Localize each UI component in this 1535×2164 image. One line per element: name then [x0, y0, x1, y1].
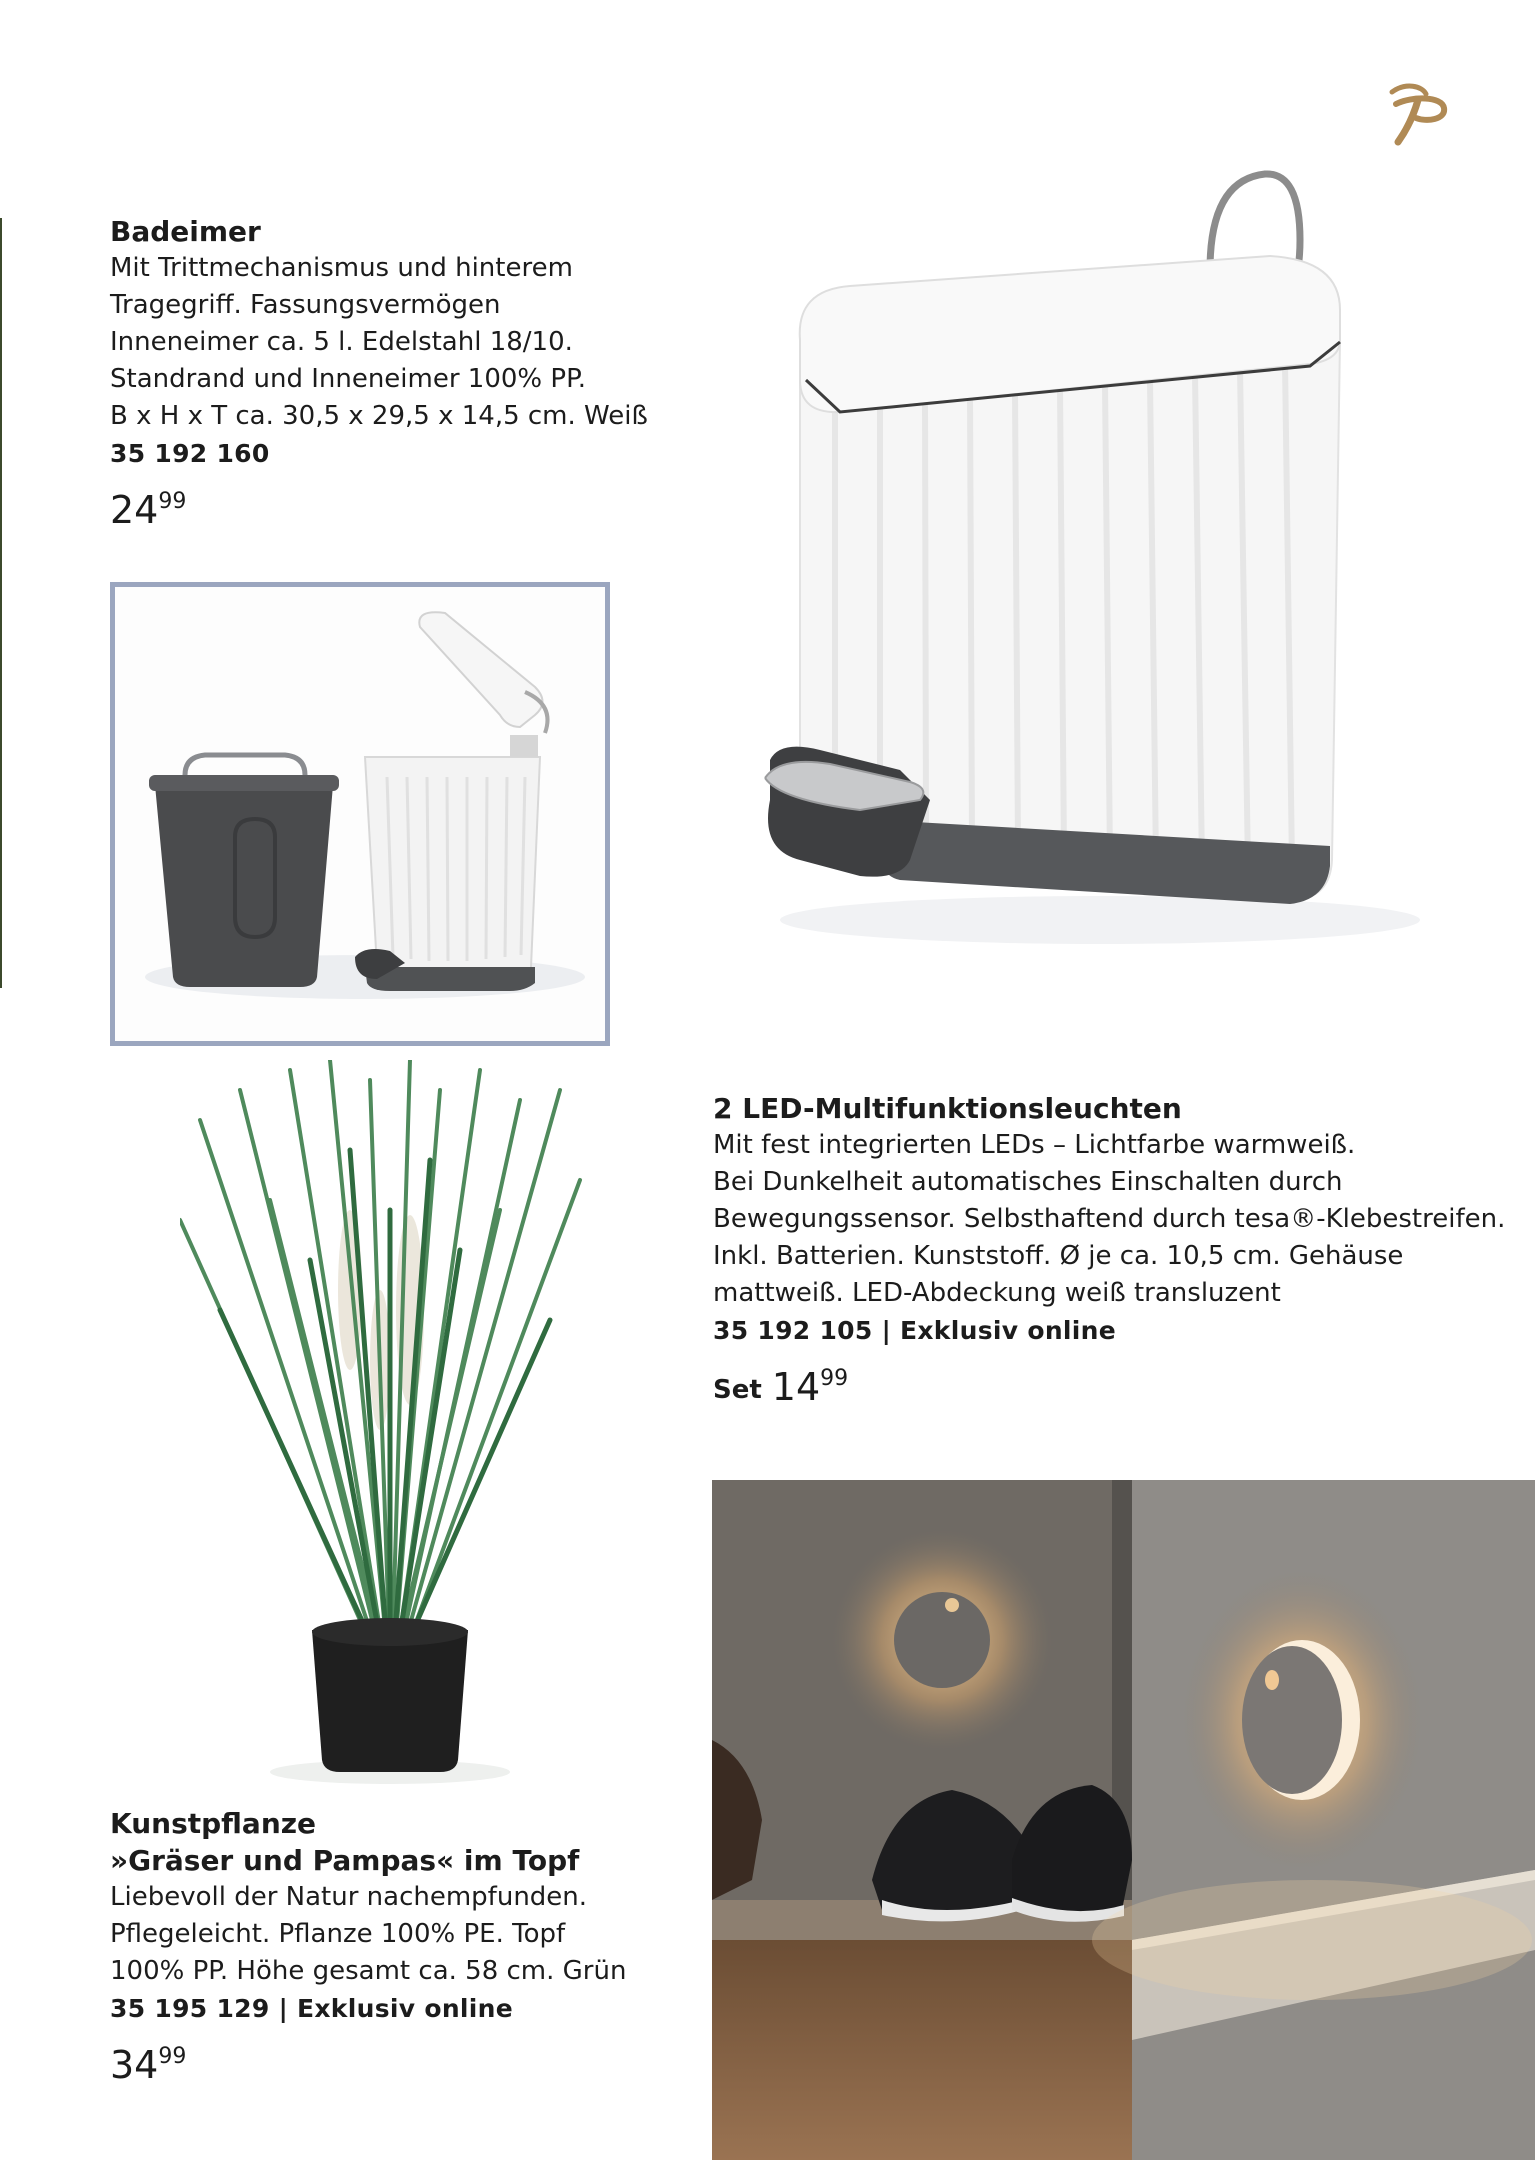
- led-lights-photo: [712, 1480, 1535, 2160]
- product-description: Liebevoll der Natur nachempfunden. Pflegeleicht. Pflanze 100% PE. Topf 100% PP. Höhe gesamt ca. 58 cm. Grün: [110, 1882, 627, 1986]
- product-description: Mit fest integrierten LEDs – Lichtfarbe warmweiß. Bei Dunkelheit automatisches Einschalten durch Bewegungssensor. Selbsthaftend durch tesa®-Klebestreifen. Inkl. Batterien. Kunststoff. Ø je ca. 10,5 cm. Gehäuse mattweiß. LED-Abdeckung weiß transluzent: [713, 1130, 1506, 1308]
- product-badeimer: [110, 213, 648, 532]
- brand-logo-icon: [1382, 78, 1454, 150]
- plant-image: [180, 1060, 600, 1790]
- product-sku: 35 192 105 | Exklusiv online: [713, 1316, 1117, 1345]
- product-price: Set $14^{99}$: [713, 1365, 849, 1409]
- product-title: 2 LED-Multifunktionsleuchten: [713, 1092, 1182, 1125]
- product-price: $24^{99}$: [110, 488, 187, 532]
- product-sku: 35 192 160: [110, 439, 270, 468]
- product-sku: 35 195 129 | Exklusiv online: [110, 1994, 514, 2023]
- product-title-line1: Kunstpflanze: [110, 1807, 317, 1840]
- bin-main-image: [740, 160, 1440, 960]
- product-led-lights: [713, 1090, 1506, 1412]
- product-title: Badeimer: [110, 215, 261, 248]
- bin-detail-image: [110, 582, 610, 1046]
- product-price: $34^{99}$: [110, 2043, 187, 2087]
- product-title-line2: »Gräser und Pampas« im Topf: [110, 1844, 580, 1877]
- page-edge-line: [0, 218, 2, 988]
- product-plant: [110, 1805, 670, 2087]
- product-description: Mit Trittmechanismus und hinterem Tragegriff. Fassungsvermögen Inneneimer ca. 5 l. Edelstahl 18/10. Standrand und Inneneimer 100% PP. B x H x T ca. 30,5 x 29,5 x 14,5 cm. Weiß: [110, 253, 648, 431]
